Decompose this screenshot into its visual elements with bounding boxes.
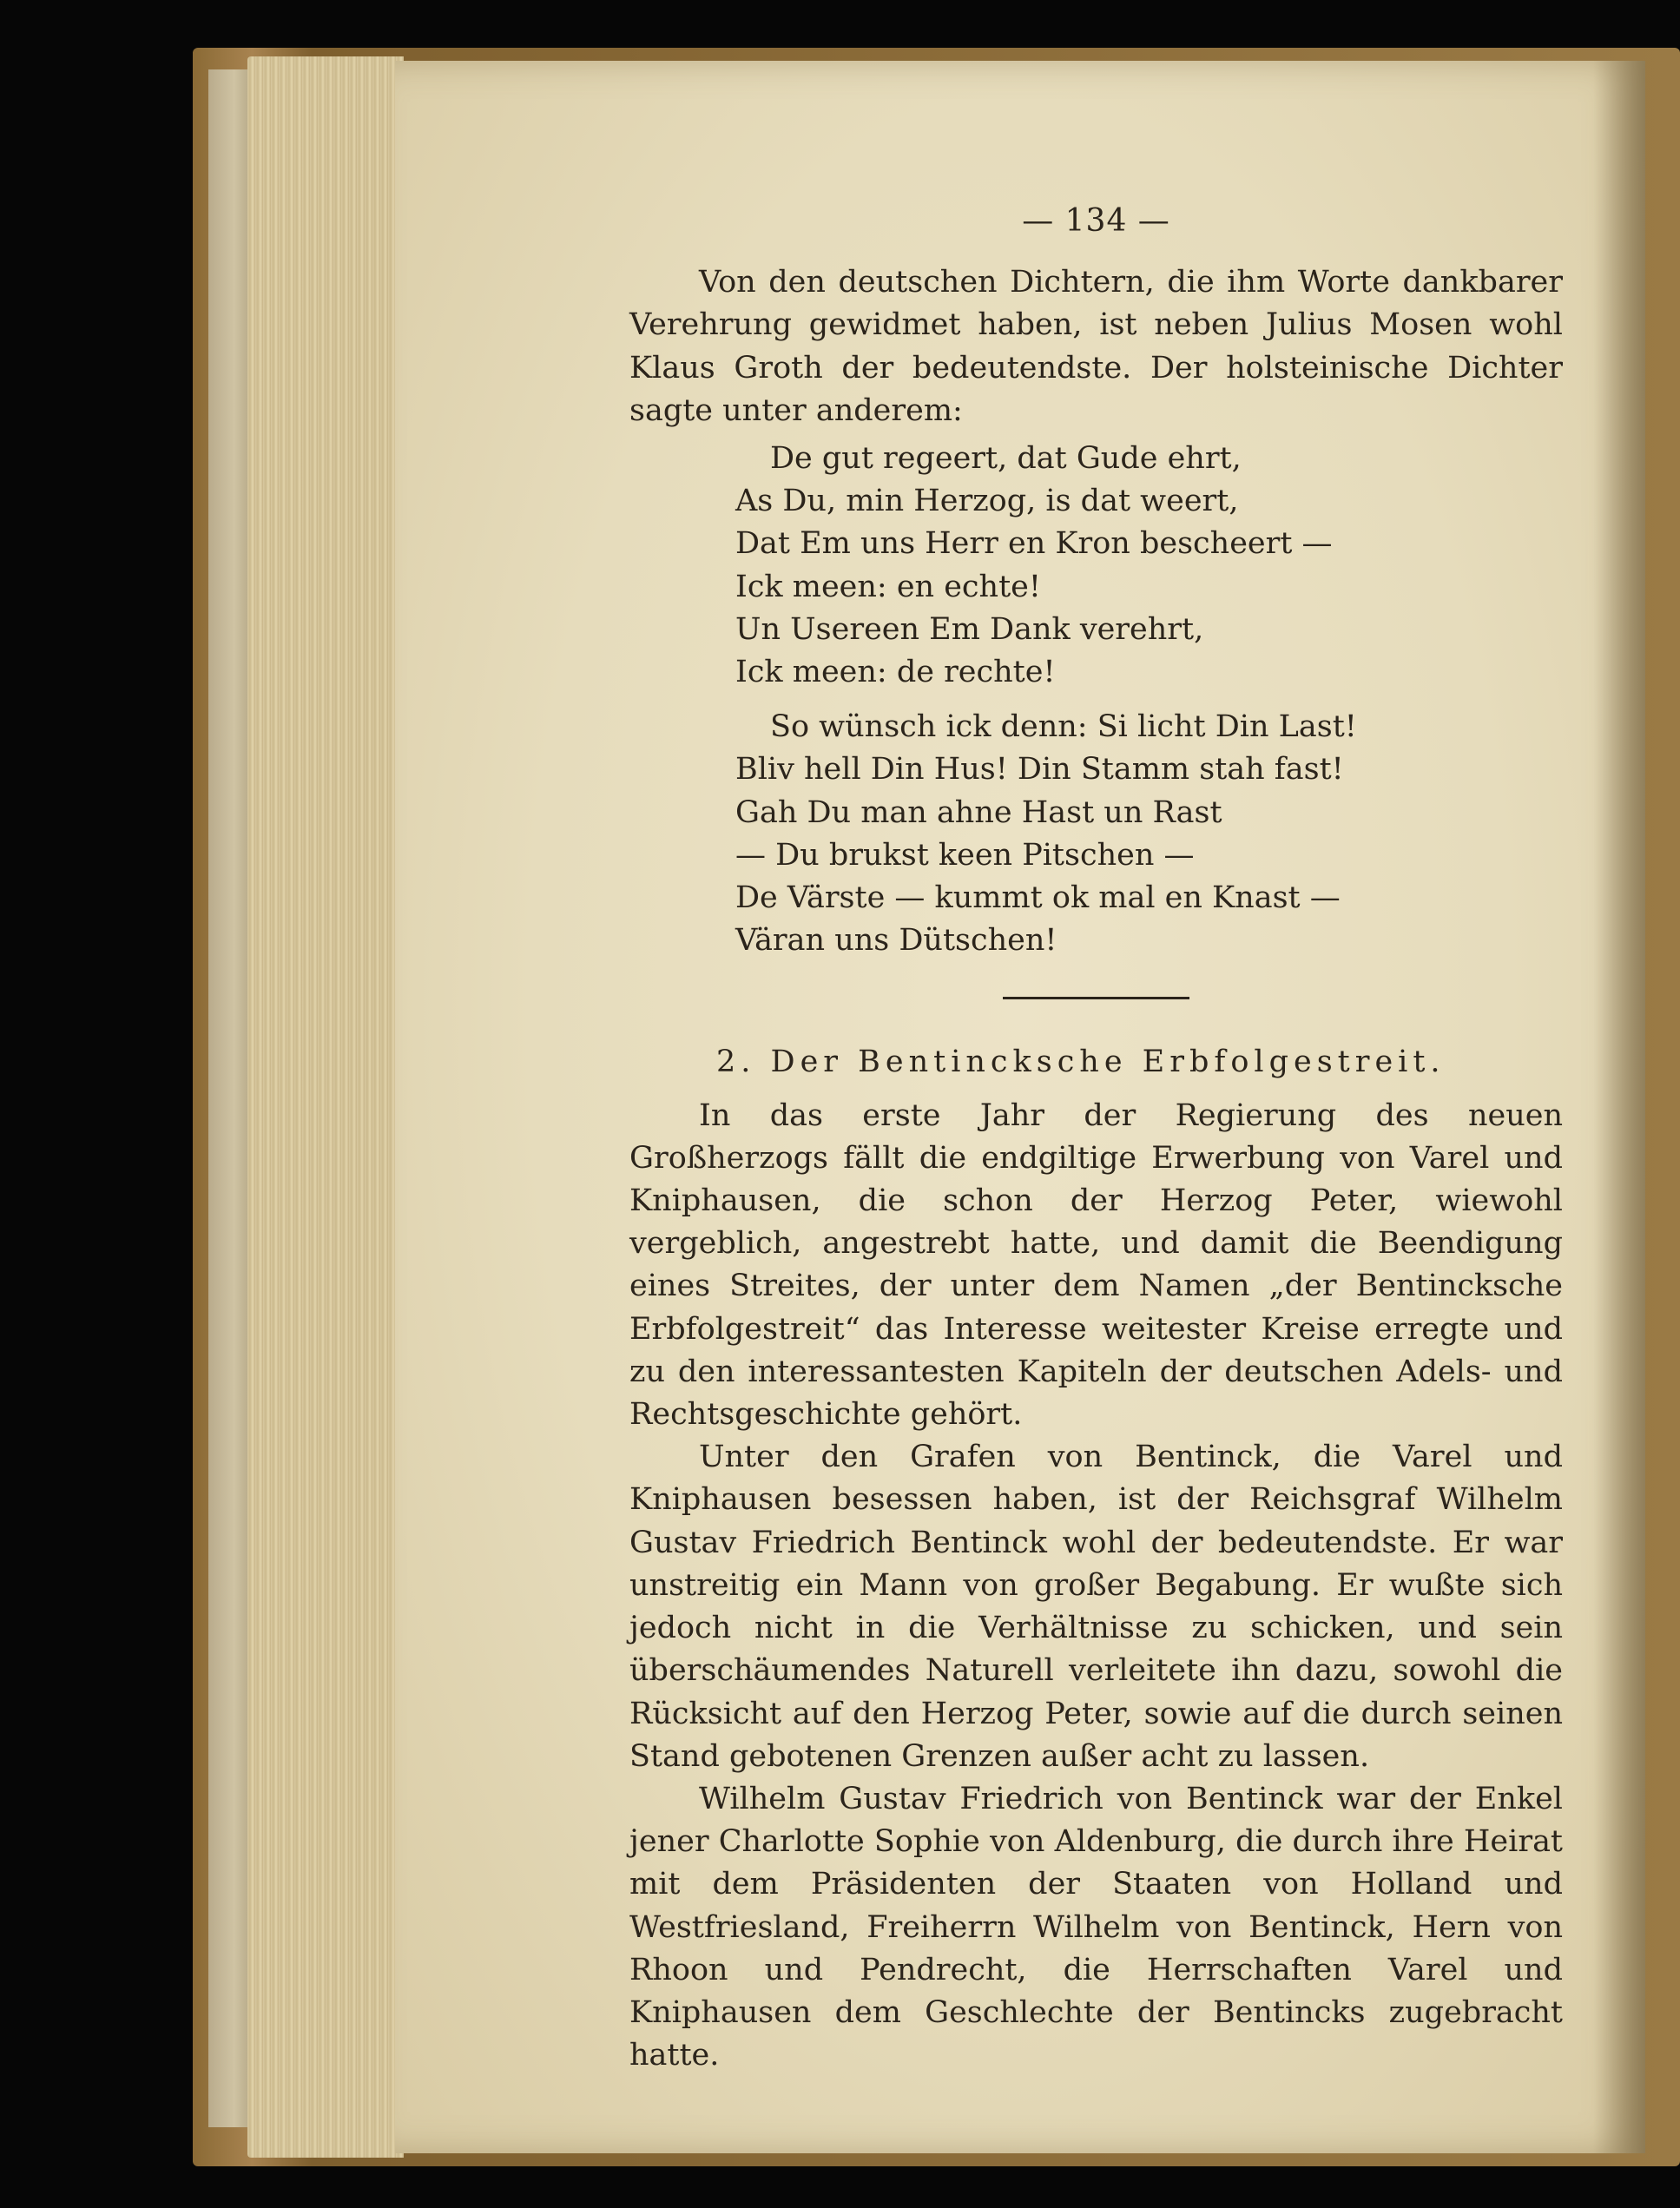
poem-stanza-1 <box>735 438 1563 694</box>
poem-line: De Värste — kummt ok mal en Knast — <box>735 880 1341 916</box>
body-paragraph-3: Wilhelm Gustav Friedrich von Bentinck war der Enkel jener Charlotte Sophie von Aldenburg, die durch ihre Heirat mit dem Präsidenten der Staaten von Holland und Westfriesland, Freiherrn Wilhelm von Bentinck, Hern von Rhoon und Pendrecht, die Herrschaften Varel und Kniphausen dem Geschlechte der Bentincks zugebracht hatte. <box>629 1781 1563 2073</box>
poem-line: Gah Du man ahne Hast un Rast <box>735 794 1222 830</box>
poem-line: So wünsch ick denn: Si licht Din Last! <box>770 709 1357 745</box>
poem-line: — Du brukst keen Pitschen — <box>735 837 1195 873</box>
section-title: 2. Der Bentincksche Erbfolgestreit. <box>716 1045 1446 1080</box>
poem-line: Bliv hell Din Hus! Din Stamm stah fast! <box>735 752 1344 788</box>
book-page <box>395 61 1645 2153</box>
poem-line: Ick meen: en echte! <box>735 569 1041 604</box>
page-edges <box>247 56 404 2158</box>
page-content <box>629 200 1563 2077</box>
body-paragraph-1: In das erste Jahr der Regierung des neuen Großherzogs fällt die endgiltige Erwerbung von Varel und Kniphausen, die schon der Herzog Peter, wiewohl vergeblich, angestrebt hatte, und damit die Beendigung eines Streites, der unter dem Namen „der Bentincksche Erbfolgestreit“ das Interesse weitester Kreise erregte und zu den interessantesten Kapiteln der deutschen Adels- und Rechtsgeschichte gehört. <box>629 1097 1563 1433</box>
poem <box>735 438 1563 962</box>
poem-line: As Du, min Herzog, is dat weert, <box>735 484 1239 519</box>
poem-line: Un Usereen Em Dank verehrt, <box>735 611 1204 647</box>
poem-line: Ick meen: de rechte! <box>735 655 1056 690</box>
poem-line: Väran uns Dütschen! <box>735 923 1057 959</box>
body-paragraph-2: Unter den Grafen von Bentinck, die Varel und Kniphausen besessen haben, ist der Reichsgraf Wilhelm Gustav Friedrich Bentinck wohl der bedeutendste. Er war unstreitig ein Mann von großer Begabung. Er wußte sich jedoch nicht in die Verhältnisse zu schicken, und sein überschäumendes Naturell verleitete ihn dazu, sowohl die Rücksicht auf den Herzog Peter, sowie auf die durch seinen Stand gebotenen Grenzen außer acht zu lassen. <box>629 1440 1563 1774</box>
poem-stanza-2 <box>735 706 1563 962</box>
intro-paragraph: Von den deutschen Dichtern, die ihm Worte dankbarer Verehrung gewidmet haben, ist neben Julius Mosen wohl Klaus Groth der bedeutendste. Der holsteinische Dichter sagte unter anderem: <box>629 265 1563 428</box>
poem-line: Dat Em uns Herr en Kron bescheert — <box>735 526 1333 562</box>
section-divider <box>1003 997 1189 999</box>
poem-line: De gut regeert, dat Gude ehrt, <box>770 441 1242 477</box>
page-number: — 134 — <box>1022 203 1170 239</box>
page-gutter <box>1593 61 1645 2153</box>
